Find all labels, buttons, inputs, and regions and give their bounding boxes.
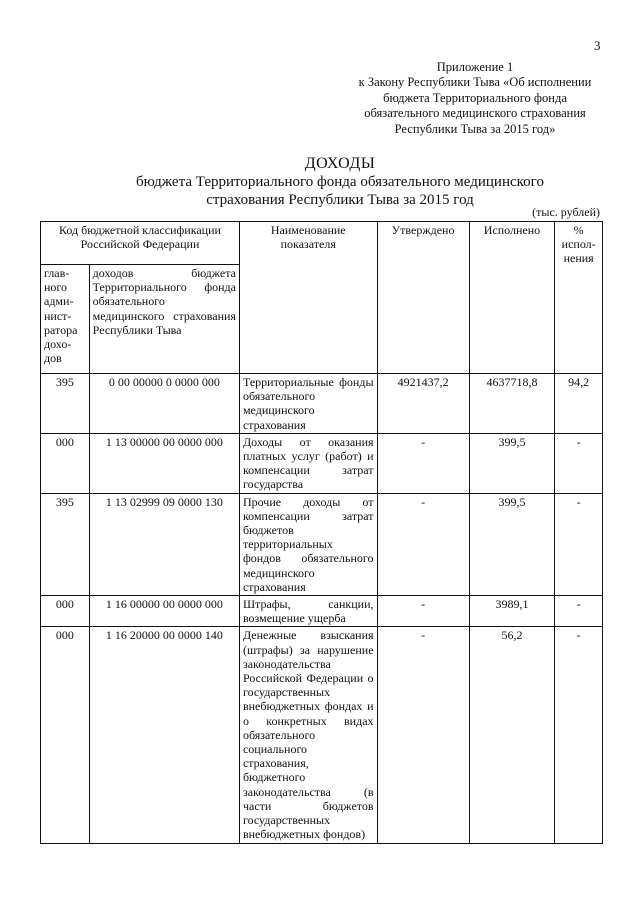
cell-admin: 000 xyxy=(41,433,90,493)
units-label: (тыс. рублей) xyxy=(532,205,600,219)
cell-percent: - xyxy=(555,627,603,843)
cell-code: 1 16 20000 00 0000 140 xyxy=(89,627,239,843)
header-percent: % испол-нения xyxy=(555,222,603,374)
cell-percent: 94,2 xyxy=(555,374,603,434)
cell-executed: 3989,1 xyxy=(469,596,555,627)
cell-name: Денежные взыскания (штрафы) за нарушение законодательства Российской Федерации о государственных внебюджетных фондах и о конкретных видах обязательного социального страхования, бюджетного законодательства (в части бюджетов государственных внебюджетных фондов) xyxy=(239,627,377,843)
cell-admin: 000 xyxy=(41,596,90,627)
cell-executed: 399,5 xyxy=(469,493,555,595)
header-approved: Утверждено xyxy=(377,222,469,374)
appendix-line: обязательного медицинского страхования xyxy=(364,106,586,121)
appendix-line: Приложение 1 xyxy=(436,60,514,74)
appendix-line: Республики Тыва за 2015 год» xyxy=(394,121,556,136)
cell-approved: - xyxy=(377,433,469,493)
appendix-line: бюджета Территориального фонда xyxy=(383,90,567,105)
cell-executed: 399,5 xyxy=(469,433,555,493)
cell-code: 1 13 00000 00 0000 000 xyxy=(89,433,239,493)
table-row xyxy=(41,433,603,493)
cell-name: Доходы от оказания платных услуг (работ) и компенсации затрат государства xyxy=(239,433,377,493)
cell-approved: - xyxy=(377,627,469,843)
title-line: бюджета Территориального фонда обязательного медицинского xyxy=(136,174,544,190)
cell-approved: - xyxy=(377,596,469,627)
table-row xyxy=(41,627,603,843)
cell-percent: - xyxy=(555,493,603,595)
cell-name: Прочие доходы от компенсации затрат бюджетов территориальных фондов обязательного медицинского страхования xyxy=(239,493,377,595)
cell-admin: 395 xyxy=(41,493,90,595)
cell-executed: 4637718,8 xyxy=(469,374,555,434)
header-name: Наименование показателя xyxy=(239,222,377,374)
table-row xyxy=(41,374,603,434)
revenue-table xyxy=(40,221,603,844)
cell-percent: - xyxy=(555,433,603,493)
cell-percent: - xyxy=(555,596,603,627)
header-revenue: доходов бюджета Территориального фонда обязательного медицинского страхования Республики Тыва xyxy=(89,265,239,374)
table-row xyxy=(41,596,603,627)
table-row xyxy=(41,493,603,595)
appendix-note xyxy=(330,60,620,137)
cell-name: Штрафы, санкции, возмещение ущерба xyxy=(239,596,377,627)
header-row xyxy=(41,222,603,265)
header-code-group: Код бюджетной классификации Российской Федерации xyxy=(41,222,240,265)
cell-code: 1 16 00000 00 0000 000 xyxy=(89,596,239,627)
appendix-line: к Закону Республики Тыва «Об исполнении xyxy=(358,75,592,90)
cell-approved: 4921437,2 xyxy=(377,374,469,434)
cell-name: Территориальные фонды обязательного медицинского страхования xyxy=(239,374,377,434)
header-admin: глав-ного адми-нист-ратора дохо-дов xyxy=(41,265,90,374)
title-line: страхования Республики Тыва за 2015 год xyxy=(206,192,474,208)
cell-executed: 56,2 xyxy=(469,627,555,843)
header-executed: Исполнено xyxy=(469,222,555,374)
page-number: 3 xyxy=(594,38,601,53)
cell-approved: - xyxy=(377,493,469,595)
document-title xyxy=(40,155,640,209)
cell-code: 1 13 02999 09 0000 130 xyxy=(89,493,239,595)
cell-admin: 395 xyxy=(41,374,90,434)
cell-admin: 000 xyxy=(41,627,90,843)
cell-code: 0 00 00000 0 0000 000 xyxy=(89,374,239,434)
title-main: ДОХОДЫ xyxy=(304,155,376,172)
